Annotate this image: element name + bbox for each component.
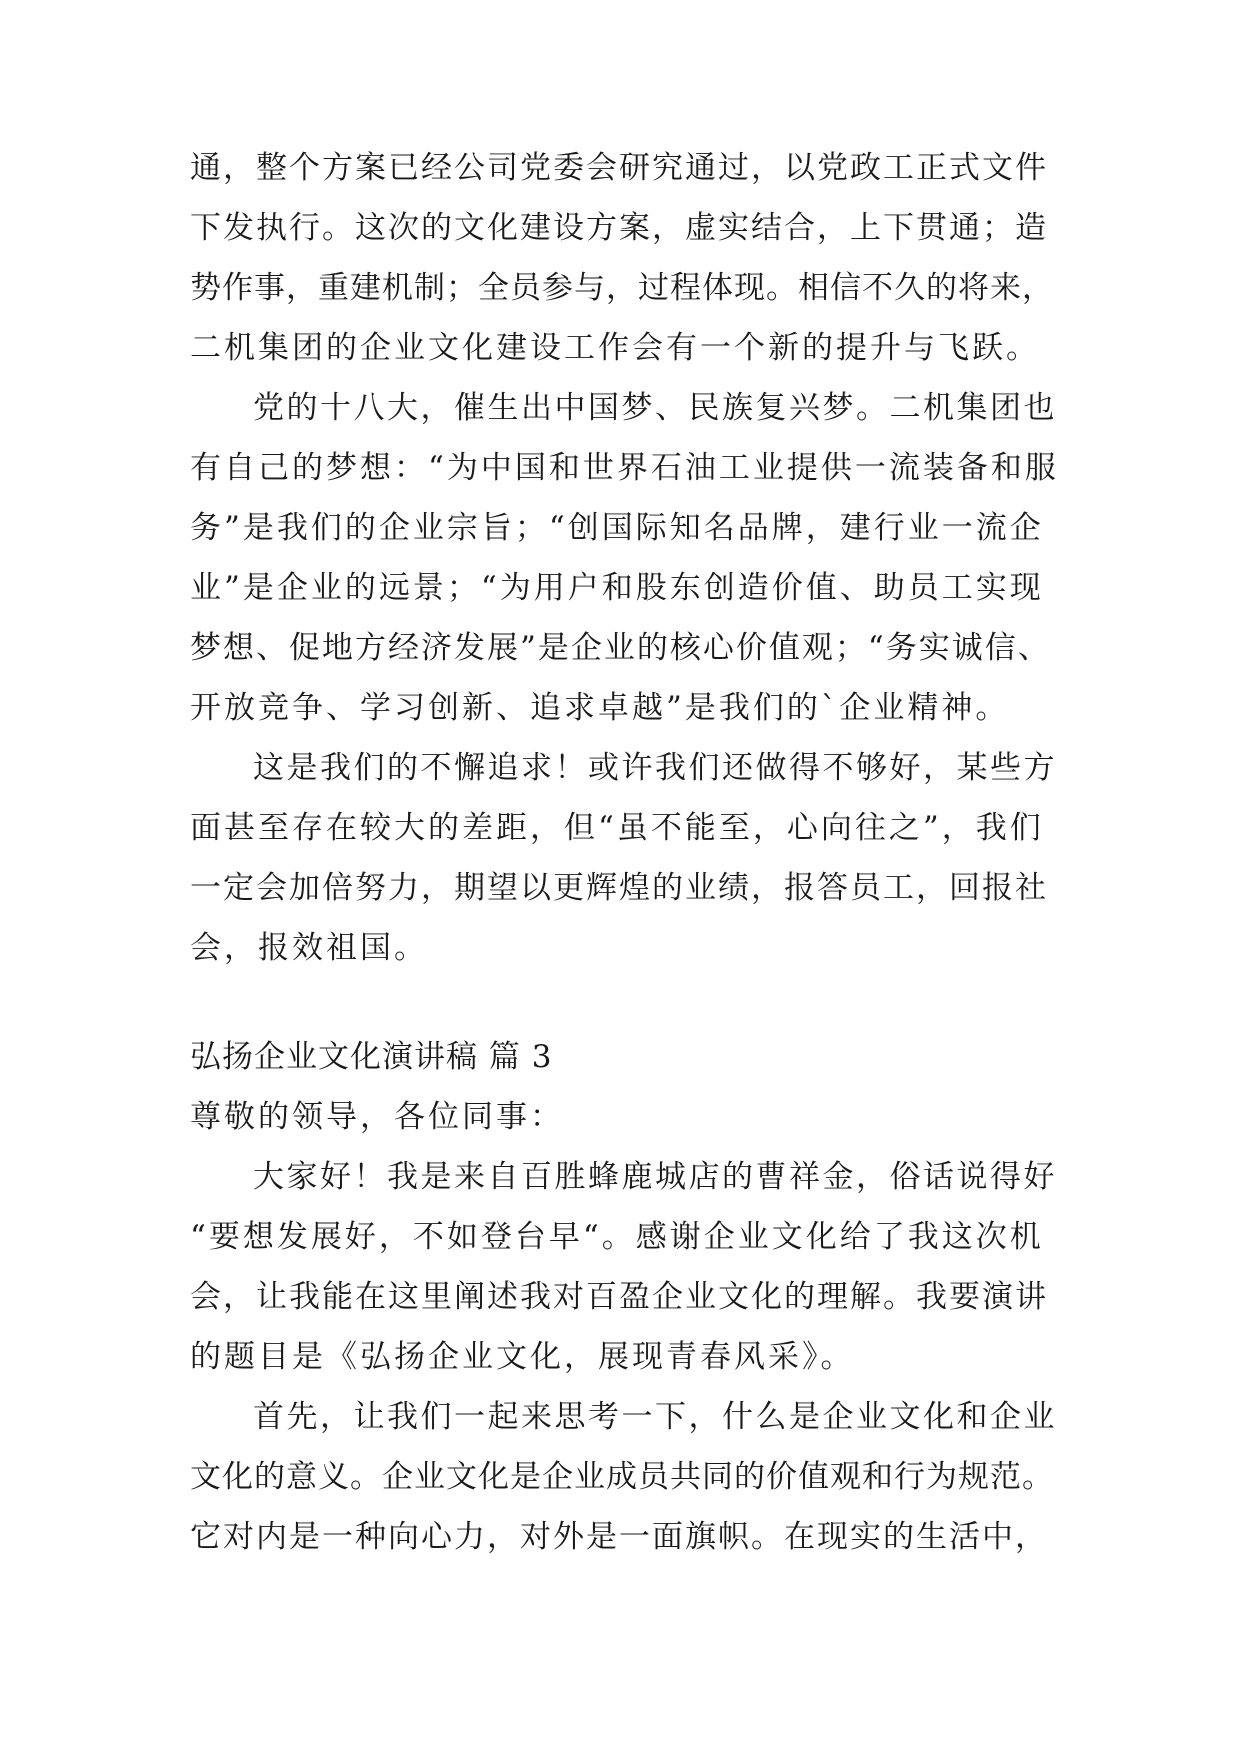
text-line: 这是我们的不懈追求！或许我们还做得不够好，某些方 [253,750,1057,786]
salutation: 尊敬的领导，各位同事： [190,1099,564,1135]
text-line: 二机集团的企业文化建设工作会有一个新的提升与飞跃。 [190,330,1040,366]
text-line: 通，整个方案已经公司党委会研究通过，以党政工正式文件 [190,150,1048,186]
text-line: 下发执行。这次的文化建设方案，虚实结合，上下贯通；造 [190,210,1048,246]
section-title: 弘扬企业文化演讲稿 篇 3 [190,1039,553,1075]
text-line: 文化的意义。企业文化是企业成员共同的价值观和行为规范。 [190,1459,1054,1495]
text-line: 开放竞争、学习创新、追求卓越”是我们的`企业精神。 [190,690,1010,726]
text-line: 一定会加倍努力，期望以更辉煌的业绩，报答员工，回报社 [190,870,1048,906]
text-line: 的题目是《弘扬企业文化，展现青春风采》。 [190,1339,855,1375]
text-line: 它对内是一种向心力，对外是一面旗帜。在现实的生活中， [190,1519,1048,1555]
text-line: 大家好！我是来自百胜蜂鹿城店的曹祥金，俗话说得好 [253,1159,1057,1195]
text-line: 有自己的梦想：“为中国和世界石油工业提供一流装备和服 [190,450,1059,486]
text-line: 首先，让我们一起来思考一下，什么是企业文化和企业 [253,1399,1057,1435]
text-line: 业”是企业的远景；“为用户和股东创造价值、助员工实现 [190,570,1044,606]
text-line: 梦想、促地方经济发展”是企业的核心价值观；“务实诚信、 [190,630,1051,666]
text-line: 会，让我能在这里阐述我对百盈企业文化的理解。我要演讲 [190,1279,1048,1315]
text-line: 务”是我们的企业宗旨；“创国际知名品牌，建行业一流企 [190,510,1044,546]
text-line: 面甚至存在较大的差距，但“虽不能至，心向往之”，我们 [190,810,1044,846]
text-line: 会，报效祖国。 [190,930,428,966]
text-line: 党的十八大，催生出中国梦、民族复兴梦。二机集团也 [253,390,1057,426]
text-line: 势作事，重建机制；全员参与，过程体现。相信不久的将来， [190,270,1054,306]
text-line: “要想发展好，不如登台早“。感谢企业文化给了我这次机 [190,1219,1044,1255]
